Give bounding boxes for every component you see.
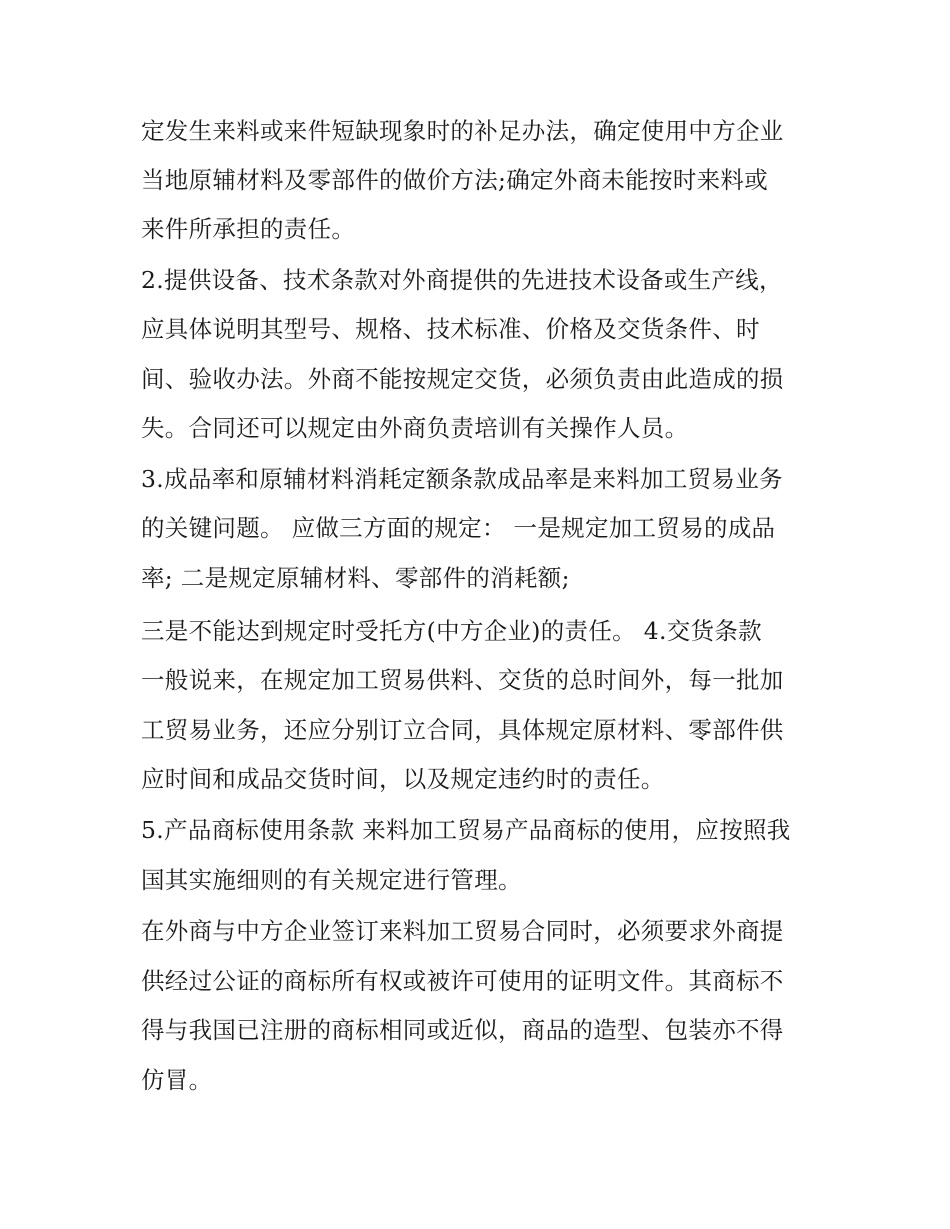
- text-line: 来件所承担的责任。: [141, 215, 356, 243]
- text-line: 一般说来，在规定加工贸易供料、交货的总时间外，每一批加: [141, 666, 784, 694]
- text-line: 5.产品商标使用条款 来料加工贸易产品商标的使用，应按照我: [141, 816, 791, 844]
- text-line: 3.成品率和原辅材料消耗定额条款成品率是来料加工贸易业务: [141, 465, 783, 493]
- text-line: 当地原辅材料及零部件的做价方法;确定外商未能按时来料或: [141, 166, 769, 194]
- text-line: 仿冒。: [141, 1066, 213, 1094]
- text-line: 间、验收办法。外商不能按规定交货，必须负责由此造成的损: [141, 365, 784, 393]
- text-line: 应具体说明其型号、规格、技术标准、价格及交货条件、时: [141, 315, 760, 343]
- text-line: 失。合同还可以规定由外商负责培训有关操作人员。: [141, 414, 689, 442]
- text-line: 三是不能达到规定时受托方(中方企业)的责任。 4.交货条款: [141, 617, 762, 645]
- text-line: 率; 二是规定原辅材料、零部件的消耗额;: [141, 564, 570, 592]
- text-line: 定发生来料或来件短缺现象时的补足办法，确定使用中方企业: [141, 117, 784, 145]
- text-line: 的关键问题。 应做三方面的规定： 一是规定加工贸易的成品: [141, 514, 776, 542]
- text-line: 2.提供设备、技术条款对外商提供的先进技术设备或生产线，: [141, 266, 783, 294]
- text-line: 应时间和成品交货时间，以及规定违约时的责任。: [141, 765, 665, 793]
- text-line: 供经过公证的商标所有权或被许可使用的证明文件。其商标不: [141, 967, 784, 995]
- text-line: 在外商与中方企业签订来料加工贸易合同时，必须要求外商提: [141, 917, 784, 945]
- text-line: 工贸易业务，还应分别订立合同，具体规定原材料、零部件供: [141, 716, 784, 744]
- text-line: 国其实施细则的有关规定进行管理。: [141, 866, 522, 894]
- text-line: 得与我国已注册的商标相同或近似，商品的造型、包装亦不得: [141, 1016, 784, 1044]
